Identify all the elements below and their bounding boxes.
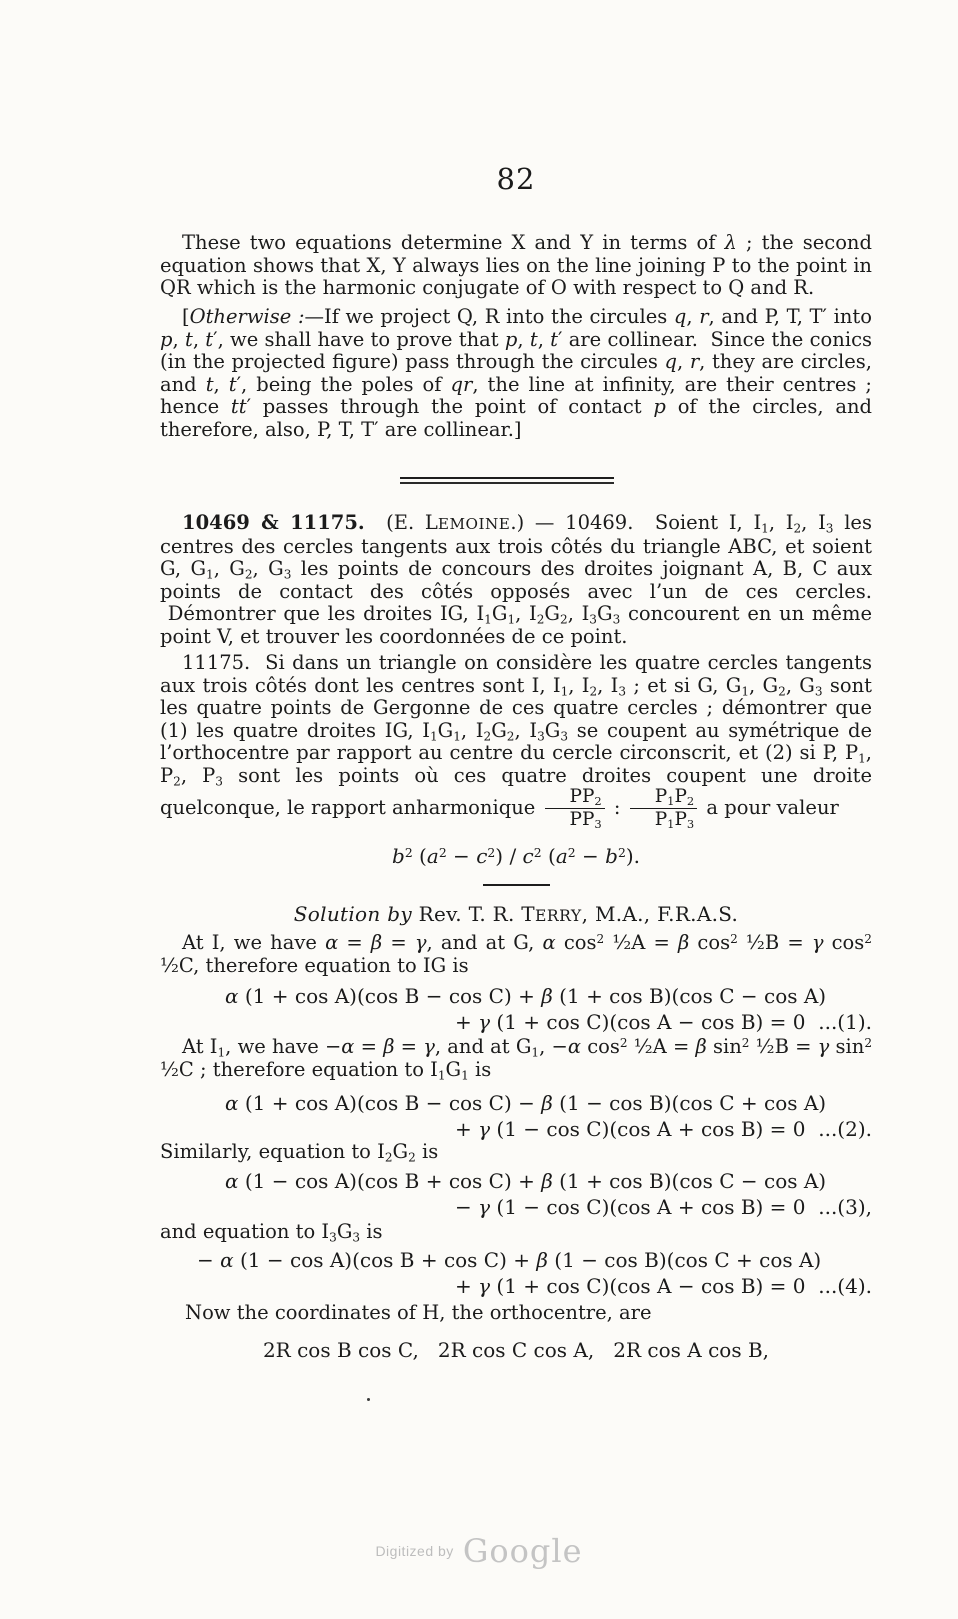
section-divider-rule	[400, 477, 614, 484]
equation-4	[160, 1247, 872, 1299]
equation-3-line-2: − γ (1 − cos C)(cos A + cos B) = 0 ...(3),	[454, 1195, 872, 1219]
ink-speck	[367, 1398, 370, 1401]
equation-3-line-1: α (1 − cos A)(cos B + cos C) + β (1 + cos B)(cos C − cos A)	[225, 1169, 827, 1193]
equation-2-line-1: α (1 + cos A)(cos B − cos C) − β (1 − cos B)(cos C + cos A)	[225, 1091, 827, 1115]
value-expression: $b^2$ $(a^2 - c^2) / c^2$ $(a^2 - b^2)$.	[392, 844, 640, 868]
otherwise-paragraph: [Otherwise :—If we project Q, R into the circules q, r, and P, T, T′ into p, t, t′, we shall have to prove that p, t, t′ are collinear. Since the conics (in the projected figure) pass through the circules q, r, they are circles, and t, t′, being the poles of qr, the line at infinity, are their centres ; hence tt′ passes through the point of contact p of the circles, and therefore, also, P, T, T′ are collinear.]	[160, 305, 872, 441]
solution-paragraph-at-I1: At $I_1$, we have −α = β = γ, and at $G_1$, −α $\cos^2$ ½A = β $\sin^2$ ½B = γ $\sin^2$ ½C ; therefore equation to $I_1G_1$ is	[160, 1035, 873, 1082]
google-logo: Google	[462, 1532, 583, 1570]
equation-4-line-1: − α (1 − cos A)(cos B + cos C) + β (1 − cos B)(cos C + cos A)	[197, 1248, 822, 1272]
problem-statement-11175: 11175. Si dans un triangle on considère les quatre cercles tangents aux trois côtés dont les centres sont I, $I_1$, $I_2$, $I_3$ ; et si G, $G_1$, $G_2$, $G_3$ sont les quatre points de Gergonne de ces quatre cercles ; démontrer que (1) les quatre droites IG, $I_1G_1$, $I_2G_2$, $I_3G_3$ se coupent au symétrique de l’orthocentre par rapport au centre du cercle circonscrit, et (2) si P, $P_1$, $P_2$, $P_3$ sont les points où ces quatre droites coupent une droite quelconque, le rapport anharmonique $\frac{PP_2}{PP_3}$ : $\frac{P_1P_2}{P_1P_3}$ a pour valeur	[160, 651, 873, 832]
equation-1	[160, 983, 872, 1035]
solution-paragraph-similarly: Similarly, equation to $I_2G_2$ is	[160, 1140, 439, 1165]
solution-paragraph-at-I: At I, we have α = β = γ, and at G, α $\cos^2$ ½A = β $\cos^2$ ½B = γ $\cos^2$ ½C, therefore equation to IG is	[160, 931, 872, 977]
equation-2	[160, 1090, 872, 1142]
solution-divider-rule	[483, 884, 550, 886]
page-number: 82	[496, 162, 536, 196]
equation-3	[160, 1168, 872, 1220]
equation-1-line-1: α (1 + cos A)(cos B − cos C) + β (1 + cos B)(cos C − cos A)	[225, 984, 827, 1008]
solution-paragraph-now: Now the coordinates of H, the orthocentre, are	[185, 1301, 652, 1324]
equation-2-line-2: + γ (1 − cos C)(cos A + cos B) = 0 ...(2).	[454, 1117, 872, 1141]
problem-statement-10469: 10469 & 11175. (E. LEMOINE.) — 10469. Soient I, $I_1$, $I_2$, $I_3$ les centres des cercles tangents aux trois côtés du triangle ABC, et soient G, $G_1$, $G_2$, $G_3$ les points de concours des droites joignant A, B, C aux points de contact des côtés opposés avec l’un de ces cercles. Démontrer que les droites IG, $I_1G_1$, $I_2G_2$, $I_3G_3$ concourent en un même point V, et trouver les coordonnées de ce point.	[160, 511, 872, 648]
intro-paragraph: These two equations determine X and Y in terms of λ ; the second equation shows that X, Y always lies on the line joining P to the point in QR which is the harmonic conjugate of O with respect to Q and R.	[160, 231, 872, 299]
digitized-by-text: Digitized by	[375, 1543, 454, 1559]
digitization-footer	[0, 1532, 958, 1570]
equation-1-line-2: + γ (1 + cos C)(cos A − cos B) = 0 ...(1).	[454, 1010, 872, 1034]
equation-4-line-2: + γ (1 + cos C)(cos A − cos B) = 0 ...(4).	[454, 1274, 872, 1298]
solution-heading: Solution by Rev. T. R. TERRY, M.A., F.R.A.S.	[293, 902, 739, 926]
solution-paragraph-and-equation: and equation to $I_3G_3$ is	[160, 1220, 383, 1245]
orthocentre-coordinates: 2R cos B cos C, 2R cos C cos A, 2R cos A cos B,	[262, 1338, 770, 1362]
